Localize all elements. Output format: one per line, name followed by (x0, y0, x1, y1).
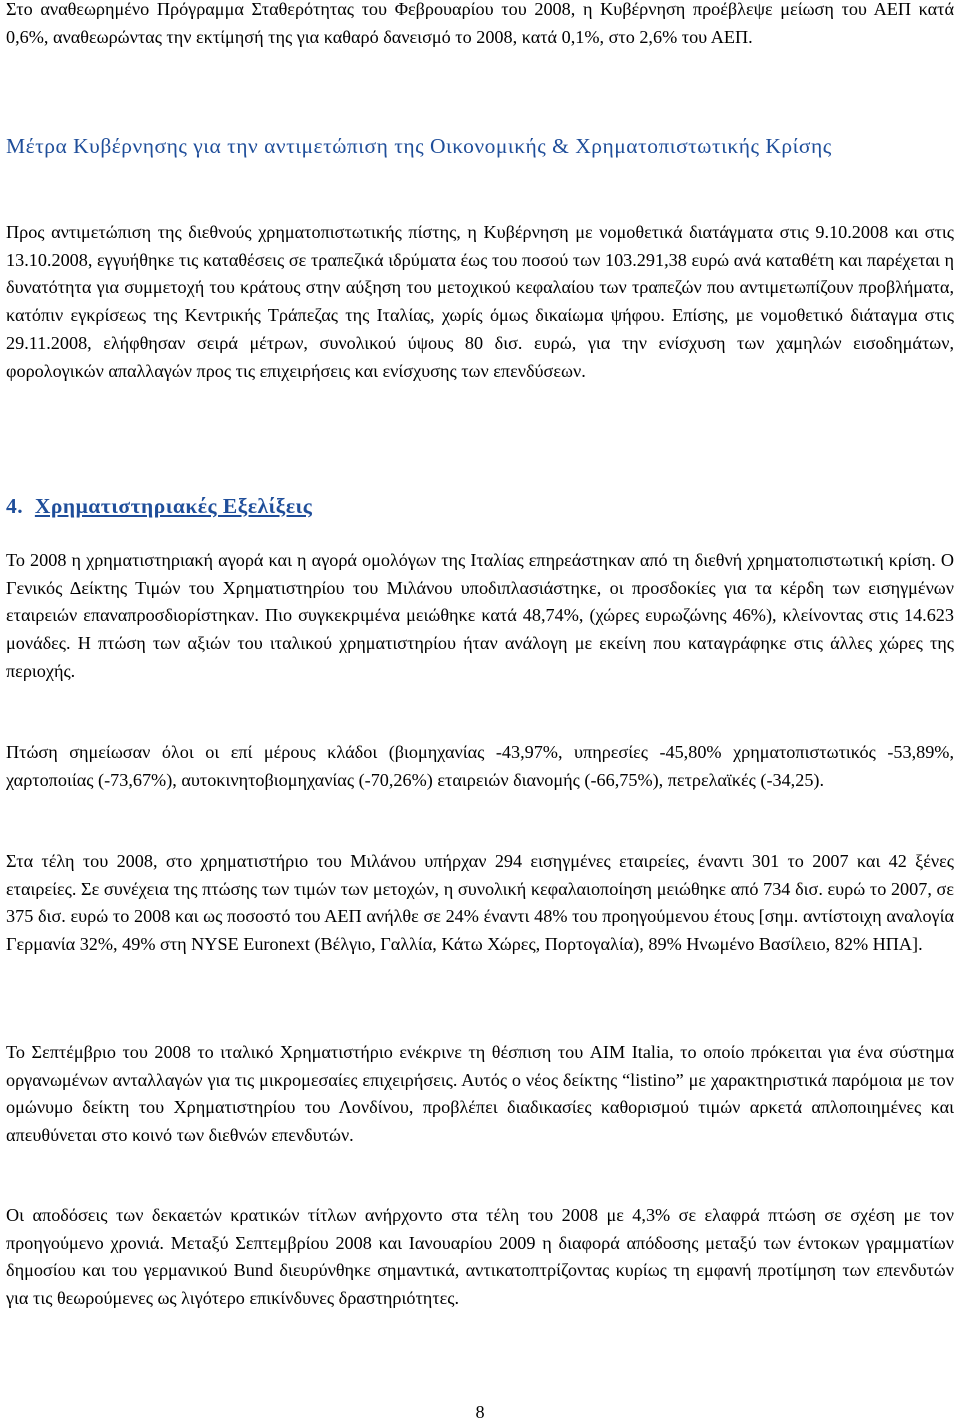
document-page (6, 0, 954, 1424)
measures-paragraph: Προς αντιμετώπιση της διεθνούς χρηματοπιστωτικής πίστης, η Κυβέρνηση με νομοθετικά διατάγματα στις 9.10.2008 και στις 13.10.2008, εγγυήθηκε τις καταθέσεις σε τραπεζικά ιδρύματα έως του ποσού των 103.291,38 ευρώ ανά καταθέτη και παρέχεται η δυνατότητα για συμμετοχή του κράτους στην αύξηση του μετοχικού κεφαλαίου των τραπεζών που αντιμετωπίζουν προβλήματα, κατόπιν εγκρίσεως της Κεντρικής Τράπεζας της Ιταλίας, χωρίς όμως δικαίωμα ψήφου. Επίσης, με νομοθετικό διάταγμα στις 29.11.2008, ελήφθησαν σειρά μέτρων, συνολικού ύψους 80 δισ. ευρώ, για την ενίσχυση των χαμηλών εισοδημάτων, φορολογικών απαλλαγών προς τις επιχειρήσεις και ενίσχυσης των επενδύσεων. (6, 222, 954, 381)
stock-paragraph-3: Στα τέλη του 2008, στο χρηματιστήριο του Μιλάνου υπήρχαν 294 εισηγμένες εταιρείες, έναντι 301 το 2007 και 42 ξένες εταιρείες. Σε συνέχεια της πτώσης των τιμών των μετοχών, η συνολική κεφαλαιοποίηση μειώθηκε από 734 δισ. ευρώ το 2007, σε 375 δισ. ευρώ το 2008 και ως ποσοστό του ΑΕΠ ανήλθε σε 24% έναντι 48% του προηγούμενου έτους [σημ. αντίστοιχη αναλογία Γερμανία 32%, 49% στη NYSE Euronext (Βέλγιο, Γαλλία, Κάτω Χώρες, Πορτογαλία), 89% Ηνωμένο Βασίλειο, 82% ΗΠΑ]. (6, 851, 954, 955)
section-title: Χρηματιστηριακές Εξελίξεις (34, 494, 313, 518)
measures-heading: Μέτρα Κυβέρνησης για την αντιμετώπιση της Οικονομικής & Χρηματοπιστωτικής Κρίσης (6, 134, 832, 158)
section-number: 4. (6, 494, 24, 518)
stock-paragraph-5: Οι αποδόσεις των δεκαετών κρατικών τίτλων ανήρχοντο στα τέλη του 2008 με 4,3% σε ελαφρά πτώση σε σχέση με τον προηγούμενο χρονιά. Μεταξύ Σεπτεμβρίου 2008 και Ιανουαρίου 2009 η διαφορά απόδοσης μεταξύ των έντοκων γραμματίων δημοσίου και του γερμανικού Bund διευρύνθηκε σημαντικά, αντικατοπτρίζοντας κυρίως τη εμφανή προτίμηση των επενδυτών για τις θεωρούμενες ως λιγότερο επικίνδυνες δραστηριότητες. (6, 1205, 954, 1309)
stock-paragraph-2: Πτώση σημείωσαν όλοι οι επί μέρους κλάδοι (βιομηχανίας -43,97%, υπηρεσίες -45,80% χρηματοπιστωτικός -53,89%, χαρτοποιίας (-73,67%), αυτοκινητοβιομηχανίας (-70,26%) εταιρειών διανομής (-66,75%), πετρελαϊκές (-34,25). (6, 742, 954, 790)
stock-paragraph-1: Το 2008 η χρηματιστηριακή αγορά και η αγορά ομολόγων της Ιταλίας επηρεάστηκαν από τη διεθνή χρηματοπιστωτική κρίση. Ο Γενικός Δείκτης Τιμών του Χρηματιστηρίου του Μιλάνου υποδιπλασιάστηκε, οι προσδοκίες για τα κέρδη των εισηγμένων εταιρειών επαναπροσδιορίστηκαν. Πιο συγκεκριμένα μειώθηκε κατά 48,74%, (χώρες ευρωζώνης 46%), κλείνοντας στις 14.623 μονάδες. Η πτώση των αξιών του ιταλικού χρηματιστηρίου ήταν ανάλογη με εκείνη που καταγράφηκε στις άλλες χώρες της περιοχής. (6, 550, 954, 681)
stock-paragraph-4: Το Σεπτέμβριο του 2008 το ιταλικό Χρηματιστήριο ενέκρινε τη θέσπιση του AIM Italia, το οποίο πρόκειται για ένα σύστημα οργανωμένων ανταλλαγών για τις μικρομεσαίες επιχειρήσεις. Αυτός ο νέος δείκτης “listino” με χαρακτηριστικά παρόμοια με τον ομώνυμο δείκτη του Χρηματιστηρίου του Λονδίνου, προβλέπει διαδικασίες καθορισμού τιμών αρκετά απλοποιημένες και απευθύνεται στο κοινό των διεθνών επενδυτών. (6, 1042, 954, 1146)
intro-paragraph: Στο αναθεωρημένο Πρόγραμμα Σταθερότητας του Φεβρουαρίου του 2008, η Κυβέρνηση προέβλεψε μείωση του ΑΕΠ κατά 0,6%, αναθεωρώντας την εκτίμησή της για καθαρό δανεισμό το 2008, κατά 0,1%, στο 2,6% του ΑΕΠ. (6, 0, 954, 47)
section-4-heading (6, 491, 954, 522)
page-number: 8 (475, 1402, 485, 1422)
